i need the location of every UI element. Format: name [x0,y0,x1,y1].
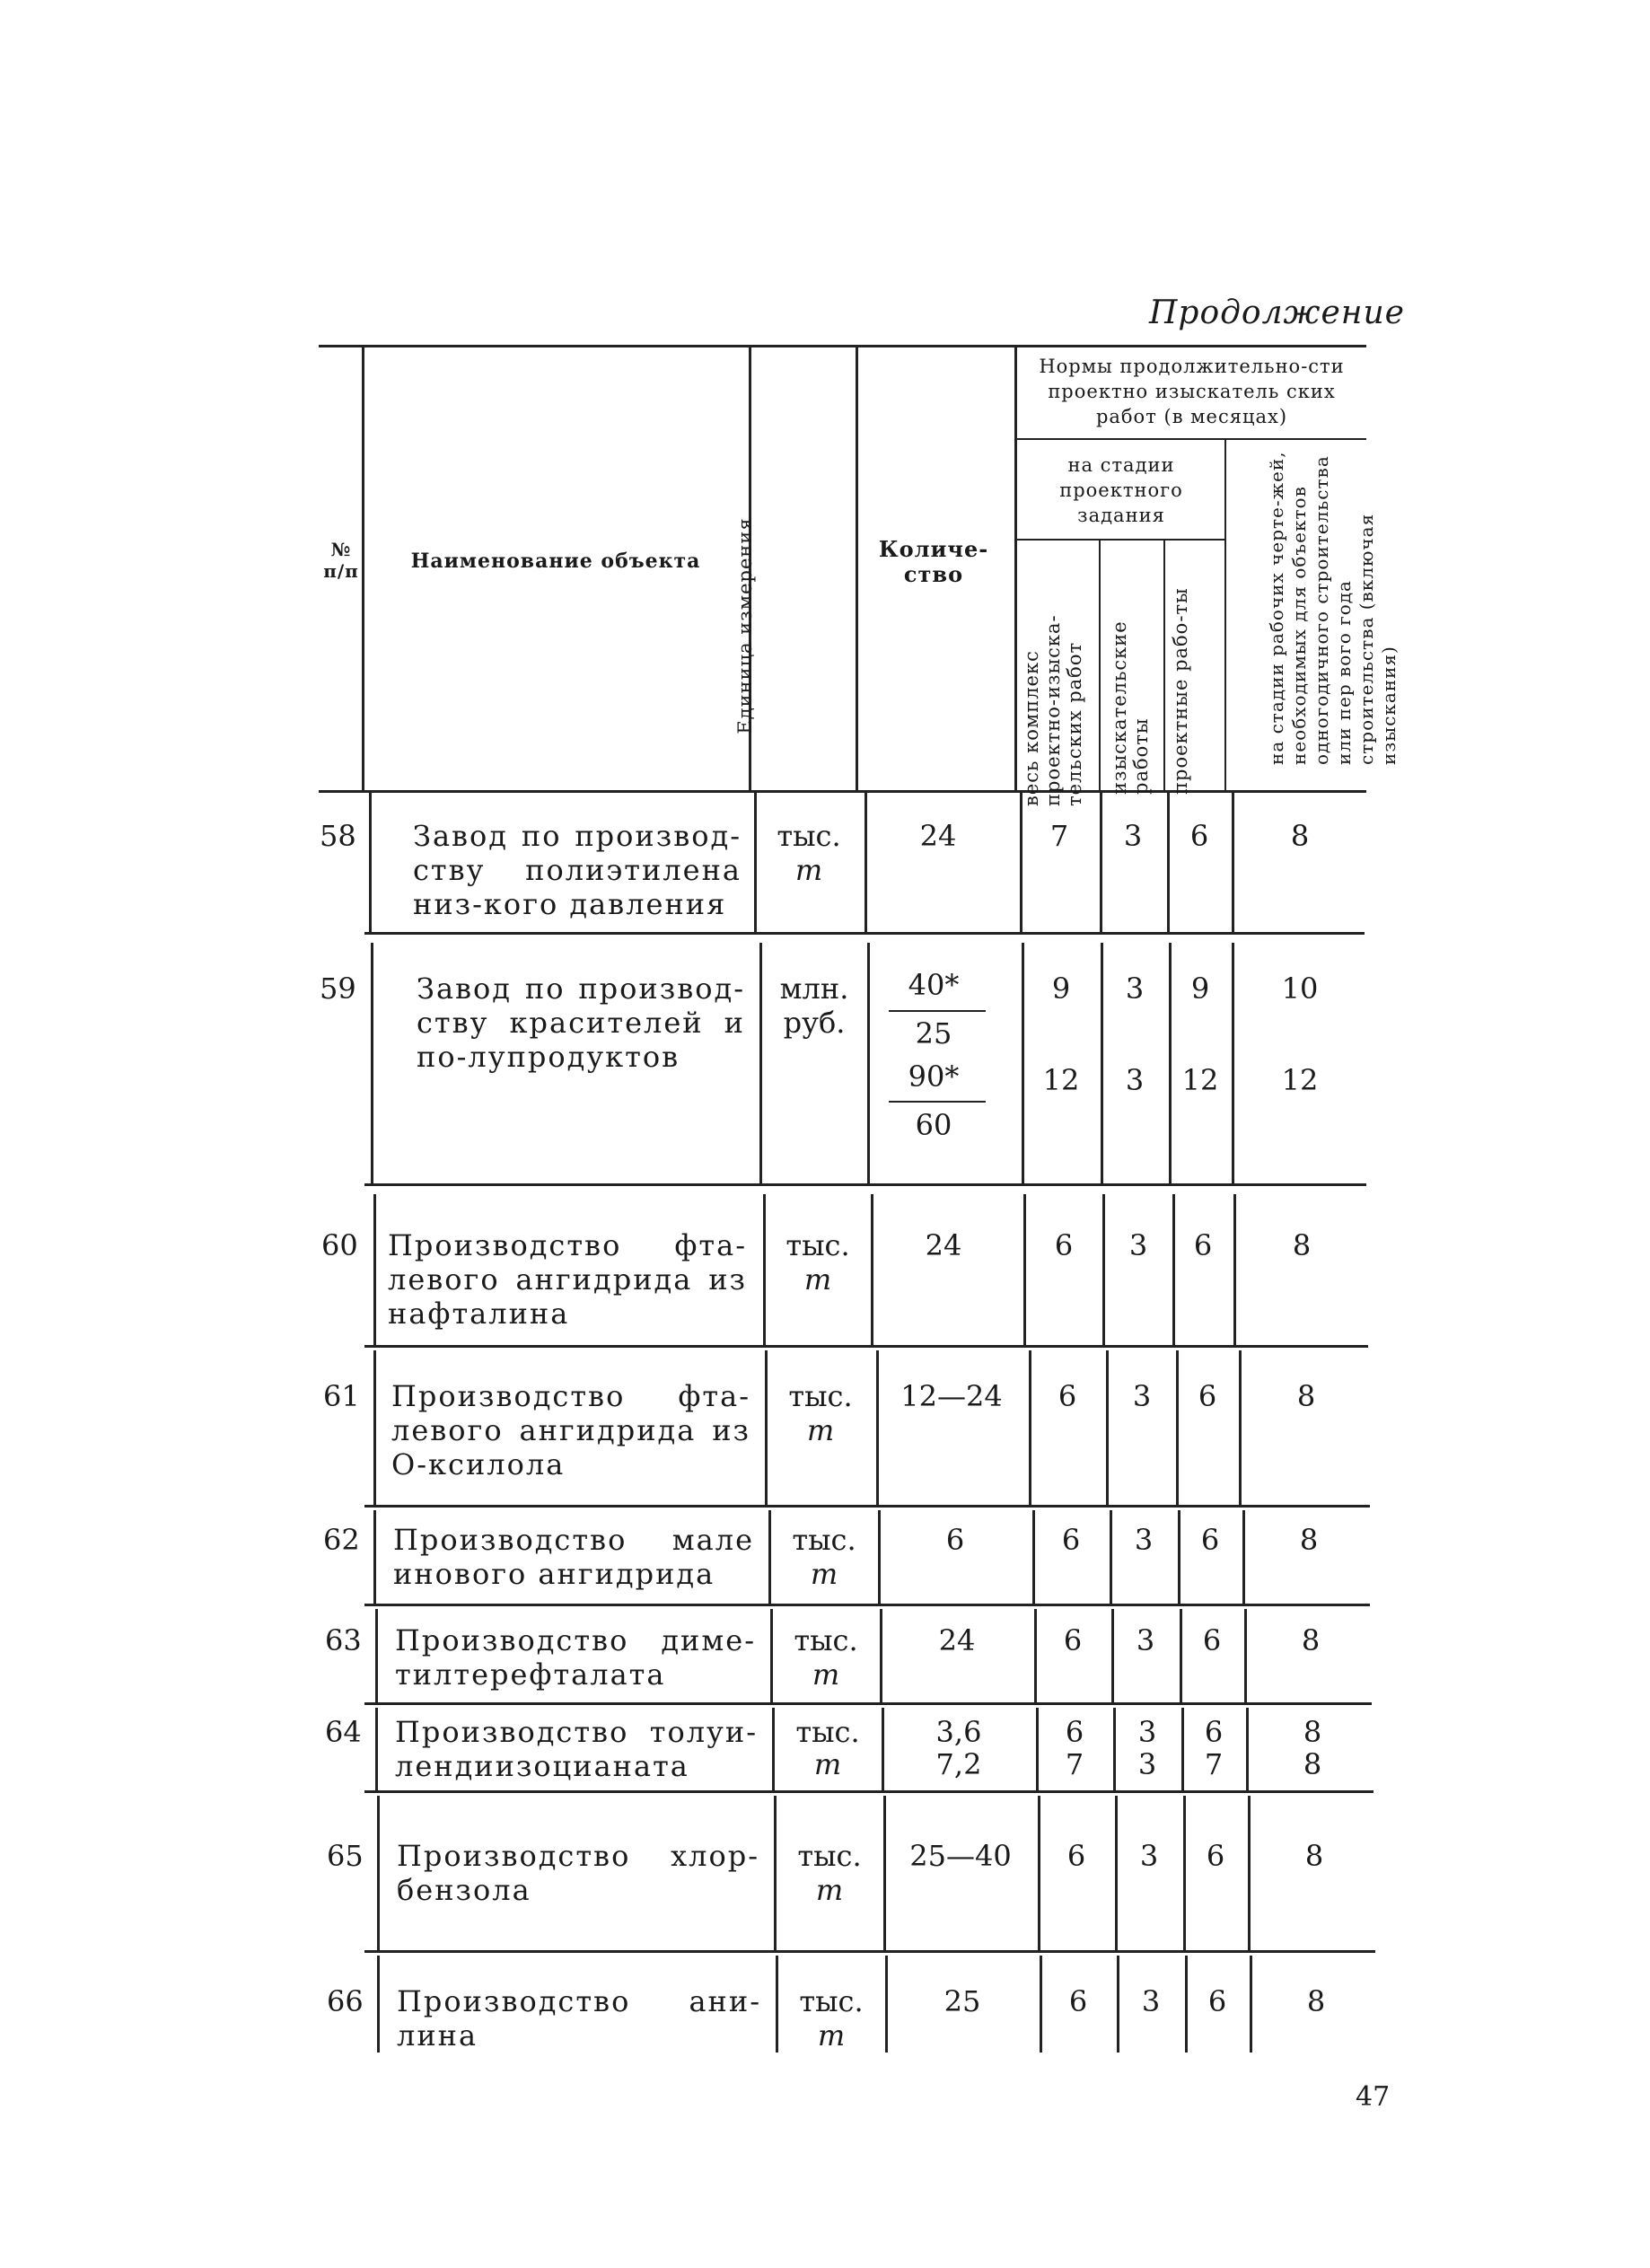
row-divider [1040,1956,1042,2053]
header-divider [1014,345,1017,790]
row-divider [754,790,757,932]
header-working-drawings: на стадии рабочих черте-жей, необходимых для объектов одногодичного строительства или пер вого года строительства (включая изыскания) [1266,451,1400,765]
header-number: № п/п [323,539,359,582]
unit-tonnes: т [806,1413,835,1447]
header-divider [1163,539,1165,790]
row-divider [1172,1194,1175,1345]
row-divider [1036,1708,1039,1790]
object-name: Завод по производ-ству полиэтилена низ-кого давления [413,819,742,921]
row-rule [364,1604,1370,1606]
row-divider [1038,1796,1040,1950]
row-divider [1176,1350,1179,1505]
row-divider [377,1796,380,1950]
row-divider [373,1350,376,1505]
row-rule [364,1505,1370,1508]
row-divider [1232,790,1234,932]
header-divider [856,345,858,790]
full-complex-months: 6 [1066,1839,1086,1873]
unit-tonnes: т [813,1747,842,1781]
row-divider [1178,1510,1180,1604]
header-norms: Нормы продолжительно-сти проектно изыскатель ских работ (в месяцах) [1039,356,1345,427]
row-divider [377,1956,380,2053]
unit: тыс. [792,1523,856,1557]
design-months: 6 [1207,1984,1227,2018]
unit-tonnes: т [815,1873,844,1907]
unit: тыс. [788,1379,853,1413]
unit-tonnes: т [803,1262,832,1297]
survey-months: 3 [1139,1839,1159,1873]
working-drawings-months: 8 [1296,1379,1316,1413]
row-divider [772,1708,775,1790]
fraction-bar [889,1101,986,1103]
survey-months: 3 [1128,1228,1148,1262]
unit: тыс. [786,1228,850,1262]
row-divider [1034,1609,1037,1702]
unit: млн. [779,971,849,1006]
working-drawings-months: 8 [1290,819,1310,853]
row-divider [770,1609,773,1702]
working-drawings-months: 8 [1292,1228,1312,1262]
quantity: 24 [938,1623,976,1657]
quantity: 6 [945,1523,965,1557]
row-divider [1106,1350,1109,1505]
header-quantity: Количе-ство [878,536,989,587]
row-divider [1020,790,1022,932]
row-divider [1029,1350,1031,1505]
row-divider [765,1350,768,1505]
design-months: 9 [1190,971,1210,1006]
row-divider [375,1708,378,1790]
header-divider [1224,438,1226,790]
row-divider [1246,1708,1249,1790]
object-name: Производство мале инового ангидрида [393,1523,754,1591]
working-drawings-months: 8 [1304,1839,1324,1873]
row-divider [1115,1796,1118,1950]
survey-months: 3 [1123,819,1143,853]
page-number: 47 [1356,2081,1391,2113]
row-rule [364,1345,1368,1348]
row-divider [880,1609,882,1702]
unit: тыс. [794,1623,858,1657]
row-divider [871,1194,873,1345]
project-stage-rule [1016,539,1224,541]
object-name: Производство толуи-лендиизоцианата [395,1715,758,1783]
full-complex-months: 6 [1061,1523,1081,1557]
fraction-bar [889,1010,986,1012]
unit: тыс. [797,1839,862,1873]
row-number: 65 [327,1839,364,1873]
design-months: 12 [1181,1063,1219,1097]
full-complex-months: 6 [1065,1715,1084,1749]
row-divider [864,790,867,932]
unit-rubles: руб. [783,1006,846,1040]
row-divider [371,943,373,1183]
row-divider [369,790,372,932]
unit-tonnes: т [794,853,823,887]
row-number: 62 [323,1523,360,1557]
quantity: 7,2 [935,1747,982,1781]
unit: тыс. [777,819,841,853]
row-rule [364,1950,1375,1953]
unit: тыс. [795,1715,860,1749]
design-months: 6 [1198,1379,1217,1413]
working-drawings-months: 8 [1303,1747,1322,1781]
row-rule [364,932,1365,935]
row-rule [364,1702,1372,1705]
header-object-name: Наименование объекта [410,549,701,573]
row-divider [883,1796,886,1950]
row-divider [1244,1609,1247,1702]
row-divider [1100,790,1102,932]
survey-months: 3 [1125,1063,1145,1097]
row-divider [882,1708,884,1790]
object-name: Производство хлор-бензола [397,1839,759,1907]
row-divider [1181,1708,1184,1790]
row-number: 66 [327,1984,364,2018]
row-divider [1022,943,1024,1183]
table-top-rule [319,345,1366,347]
header-project-stage: на стадии проектного задания [1059,454,1183,526]
quantity: 3,6 [935,1715,982,1749]
object-name: Завод по производ-ству красителей и по-лупродуктов [417,971,745,1074]
row-divider [1183,1796,1186,1950]
working-drawings-months: 8 [1299,1523,1319,1557]
row-number: 63 [325,1623,362,1657]
working-drawings-months: 10 [1281,971,1319,1006]
row-divider [373,1510,376,1604]
row-number: 60 [321,1228,358,1262]
quantity: 25 [943,1984,981,2018]
row-number: 61 [323,1379,360,1413]
survey-months: 3 [1137,1715,1157,1749]
quantity: 24 [919,819,957,853]
row-divider [878,1510,881,1604]
header-divider [362,345,364,790]
survey-months: 3 [1141,1984,1161,2018]
full-complex-months: 6 [1063,1623,1083,1657]
quantity: 25—40 [909,1839,1012,1873]
unit-tonnes: т [817,2018,846,2053]
full-complex-months: 9 [1051,971,1071,1006]
quantity: 24 [925,1228,962,1262]
design-months: 6 [1202,1623,1222,1657]
working-drawings-months: 12 [1281,1063,1319,1097]
row-divider [1032,1510,1035,1604]
design-months: 6 [1206,1839,1225,1873]
object-name: Производство диме-тилтерефталата [395,1623,756,1692]
row-divider [1233,1194,1236,1345]
quantity: 12—24 [900,1379,1003,1413]
row-divider [759,943,762,1183]
row-divider [885,1956,888,2053]
row-number: 64 [325,1715,362,1749]
row-divider [1169,943,1172,1183]
row-divider [1232,943,1234,1183]
full-complex-months: 6 [1054,1228,1074,1262]
working-drawings-months: 8 [1303,1715,1322,1749]
row-divider [1167,790,1170,932]
object-name: Производство фта-левого ангидрида из О-ксилола [391,1379,750,1481]
design-months: 7 [1204,1747,1224,1781]
survey-months: 3 [1137,1747,1157,1781]
full-complex-months: 7 [1065,1747,1084,1781]
row-divider [776,1956,778,2053]
header-unit: Единица измерения [734,517,756,734]
row-divider [1117,1956,1119,2053]
survey-months: 3 [1136,1623,1155,1657]
survey-months: 3 [1132,1379,1152,1413]
row-divider [774,1796,777,1950]
row-divider [373,1194,376,1345]
quantity-fraction-top: 40* [908,968,960,1002]
design-months: 6 [1189,819,1209,853]
object-name: Производство фта-левого ангидрида из нафталина [388,1228,747,1331]
working-drawings-months: 8 [1301,1623,1321,1657]
row-rule [364,1790,1374,1793]
header-survey-works: изыскательские работы [1109,620,1152,795]
row-divider [1239,1350,1242,1505]
survey-months: 3 [1125,971,1145,1006]
row-divider [1111,1609,1114,1702]
full-complex-months: 6 [1058,1379,1077,1413]
row-divider [1242,1510,1245,1604]
unit-tonnes: т [812,1657,840,1692]
row-divider [1180,1609,1182,1702]
quantity-fraction-top: 90* [908,1059,960,1094]
row-divider [763,1194,766,1345]
row-divider [375,1609,378,1702]
row-divider [1101,943,1103,1183]
continuation-label: Продолжение [1149,294,1405,331]
row-divider [768,1510,771,1604]
row-divider [1110,1510,1112,1604]
header-divider [1099,539,1101,790]
row-divider [1023,1194,1026,1345]
row-number: 58 [320,819,356,853]
quantity-fraction-bottom: 60 [915,1108,952,1142]
quantity-fraction-bottom: 25 [915,1016,952,1050]
unit: тыс. [799,1984,864,2018]
row-divider [1250,1956,1252,2053]
header-design-works: проектные рабо-ты [1170,587,1191,795]
unit-tonnes: т [810,1557,838,1591]
row-rule [364,1183,1366,1186]
row-divider [1185,1956,1188,2053]
survey-months: 3 [1134,1523,1154,1557]
object-name: Производство ани-лина [397,1984,761,2053]
design-months: 6 [1200,1523,1220,1557]
row-divider [1248,1796,1251,1950]
design-months: 6 [1193,1228,1213,1262]
design-months: 6 [1204,1715,1224,1749]
full-complex-months: 7 [1049,819,1069,853]
header-full-complex: весь комплекс проектно-изыска-тельских работ [1021,614,1085,806]
full-complex-months: 6 [1068,1984,1088,2018]
row-divider [867,943,870,1183]
row-divider [1102,1194,1105,1345]
full-complex-months: 12 [1042,1063,1080,1097]
row-number: 59 [320,971,356,1006]
row-divider [1113,1708,1116,1790]
row-divider [876,1350,879,1505]
working-drawings-months: 8 [1306,1984,1326,2018]
